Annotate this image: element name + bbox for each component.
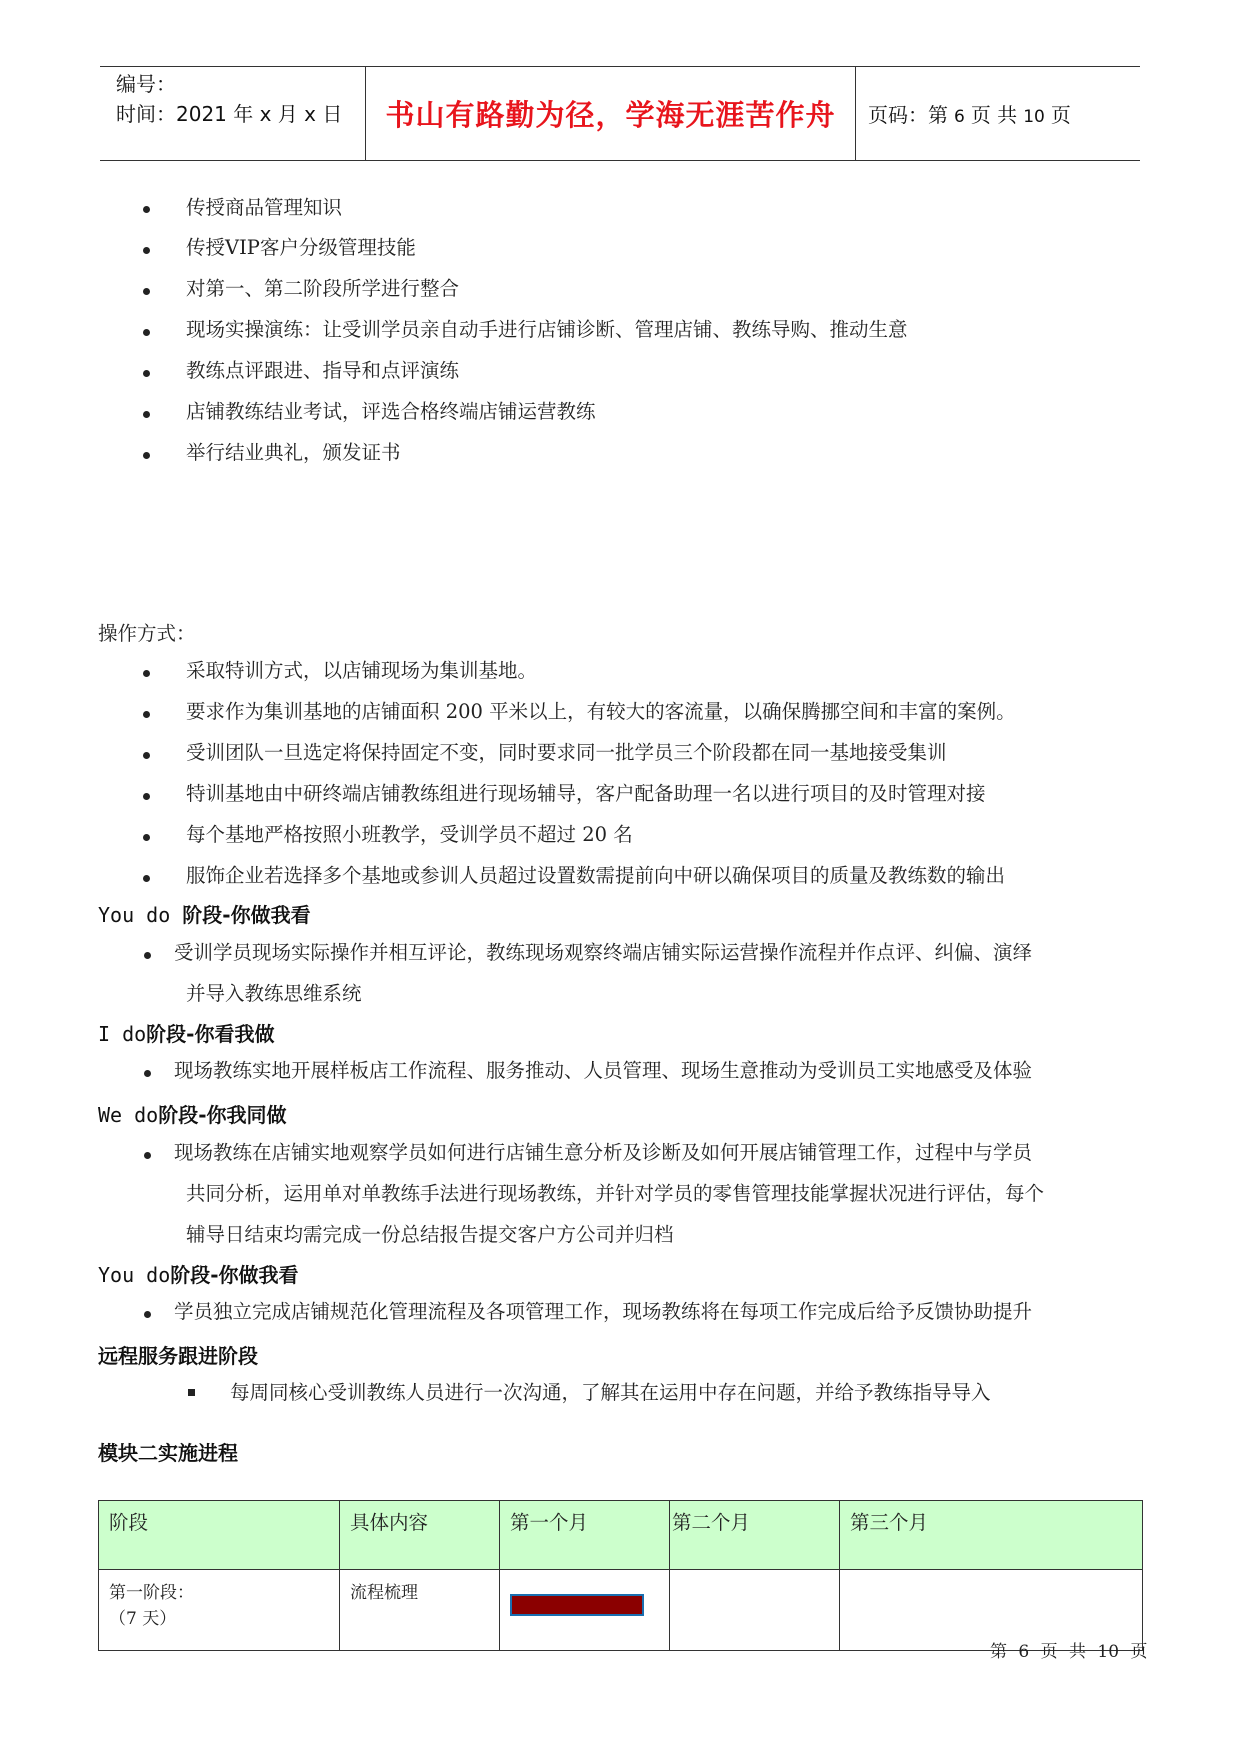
table-header-row	[99, 1501, 1143, 1570]
header-month-1: 第一个月	[500, 1501, 670, 1570]
list-item: 传授VIP客户分级管理技能	[186, 236, 416, 259]
page-code	[868, 99, 1071, 128]
stage-name: 第一阶段：	[109, 1583, 194, 1603]
phase-heading	[98, 902, 311, 928]
list-item: 教练点评跟进、指导和点评演练	[186, 359, 460, 382]
bullet-icon	[143, 793, 150, 800]
header-content: 具体内容	[340, 1501, 500, 1570]
square-bullet-icon	[188, 1389, 195, 1396]
bullet-icon	[143, 670, 150, 677]
phase-line: 共同分析，运用单对单教练手法进行现场教练，并针对学员的零售管理技能掌握状况进行评估，每个	[186, 1182, 1045, 1205]
page-header	[100, 66, 1140, 161]
header-page-cell	[856, 67, 1140, 160]
bullet-icon	[144, 1311, 151, 1318]
list-item: 受训团队一旦选定将保持固定不变，同时要求同一批学员三个阶段都在同一基地接受集训	[186, 741, 947, 764]
stage-duration: （7 天）	[109, 1609, 177, 1629]
bullet-icon	[144, 1152, 151, 1159]
phase-line: 现场教练实地开展样板店工作流程、服务推动、人员管理、现场生意推动为受训员工实地感受及体验	[174, 1059, 1033, 1082]
bullet-icon	[143, 752, 150, 759]
module-title: 模块二实施进程	[98, 1441, 238, 1465]
phase-heading	[98, 1102, 287, 1128]
phase-heading-cn: 阶段-你看我做	[146, 1022, 275, 1046]
header-month-3: 第三个月	[840, 1501, 1143, 1570]
phase-line: 辅导日结束均需完成一份总结报告提交客户方公司并归档	[186, 1223, 674, 1246]
content-cell: 流程梳理	[340, 1570, 500, 1651]
header-month-2: 第二个月	[670, 1501, 840, 1570]
list-item: 举行结业典礼，颁发证书	[186, 441, 401, 464]
stage-cell	[99, 1570, 340, 1651]
list-item: 店铺教练结业考试，评选合格终端店铺运营教练	[186, 400, 596, 423]
phase-line: 并导入教练思维系统	[186, 982, 362, 1005]
phase-line: 受训学员现场实际操作并相互评论，教练现场观察终端店铺实际运营操作流程并作点评、纠偏、演绎	[174, 941, 1033, 964]
bullet-icon	[144, 1070, 151, 1077]
bullet-icon	[143, 206, 150, 213]
remote-item: 每周同核心受训教练人员进行一次沟通，了解其在运用中存在问题，并给予教练指导导入	[230, 1381, 991, 1404]
phase-heading-en: You do	[98, 903, 183, 927]
phase-heading-en: I do	[98, 1022, 147, 1046]
motto-text: 书山有路勤为径，学海无涯苦作舟	[385, 98, 836, 132]
table-row	[99, 1570, 1143, 1651]
bullet-icon	[143, 288, 150, 295]
phase-heading-cn: 阶段-你做我看	[182, 903, 311, 927]
page-suffix: 页	[1050, 103, 1071, 127]
time-label: 时间：2021 年 x 月 x 日	[116, 102, 343, 126]
list-item: 采取特训方式，以店铺现场为集训基地。	[186, 659, 538, 682]
bullet-icon	[143, 411, 150, 418]
list-item: 每个基地严格按照小班教学，受训学员不超过 20 名	[186, 823, 633, 846]
header-motto-cell	[366, 67, 856, 160]
phase-heading	[98, 1021, 274, 1047]
gantt-bar	[510, 1594, 644, 1616]
page-mid: 页 共	[970, 103, 1018, 127]
phase-line: 学员独立完成店铺规范化管理流程及各项管理工作，现场教练将在每项工作完成后给予反馈协助提升	[174, 1300, 1033, 1323]
progress-table	[98, 1500, 1143, 1651]
phase-heading-cn: 阶段-你我同做	[158, 1103, 287, 1127]
month-1-cell	[500, 1570, 670, 1651]
bullet-icon	[143, 711, 150, 718]
phase-heading	[98, 1262, 299, 1288]
page-prefix: 页码：第	[868, 103, 948, 127]
bullet-icon	[143, 329, 150, 336]
remote-heading: 远程服务跟进阶段	[98, 1344, 258, 1368]
bullet-icon	[143, 875, 150, 882]
number-label: 编号：	[116, 72, 176, 96]
header-left-cell	[100, 67, 366, 160]
month-2-cell	[670, 1570, 840, 1651]
list-item: 服饰企业若选择多个基地或参训人员超过设置数需提前向中研以确保项目的质量及教练数的输出	[186, 864, 1006, 887]
bullet-icon	[144, 952, 151, 959]
list-item: 现场实操演练：让受训学员亲自动手进行店铺诊断、管理店铺、教练导购、推动生意	[186, 318, 908, 341]
bullet-icon	[143, 247, 150, 254]
header-stage: 阶段	[99, 1501, 340, 1570]
phase-line: 现场教练在店铺实地观察学员如何进行店铺生意分析及诊断及如何开展店铺管理工作，过程中与学员	[174, 1141, 1033, 1164]
bullet-icon	[143, 370, 150, 377]
list-item: 要求作为集训基地的店铺面积 200 平米以上，有较大的客流量，以确保腾挪空间和丰富的案例。	[186, 700, 1016, 723]
page-current: 6	[954, 107, 965, 127]
page-footer: 第 6 页 共 10 页	[990, 1642, 1148, 1662]
bullet-icon	[143, 452, 150, 459]
bullet-icon	[143, 834, 150, 841]
phase-heading-cn: 阶段-你做我看	[170, 1263, 299, 1287]
list-item: 对第一、第二阶段所学进行整合	[186, 277, 460, 300]
list-item: 传授商品管理知识	[186, 196, 343, 219]
phase-heading-en: We do	[98, 1103, 159, 1127]
operation-label: 操作方式：	[98, 622, 196, 645]
page-total: 10	[1023, 107, 1045, 127]
list-item: 特训基地由中研终端店铺教练组进行现场辅导，客户配备助理一名以进行项目的及时管理对接	[186, 782, 986, 805]
phase-heading-en: You do	[98, 1263, 171, 1287]
